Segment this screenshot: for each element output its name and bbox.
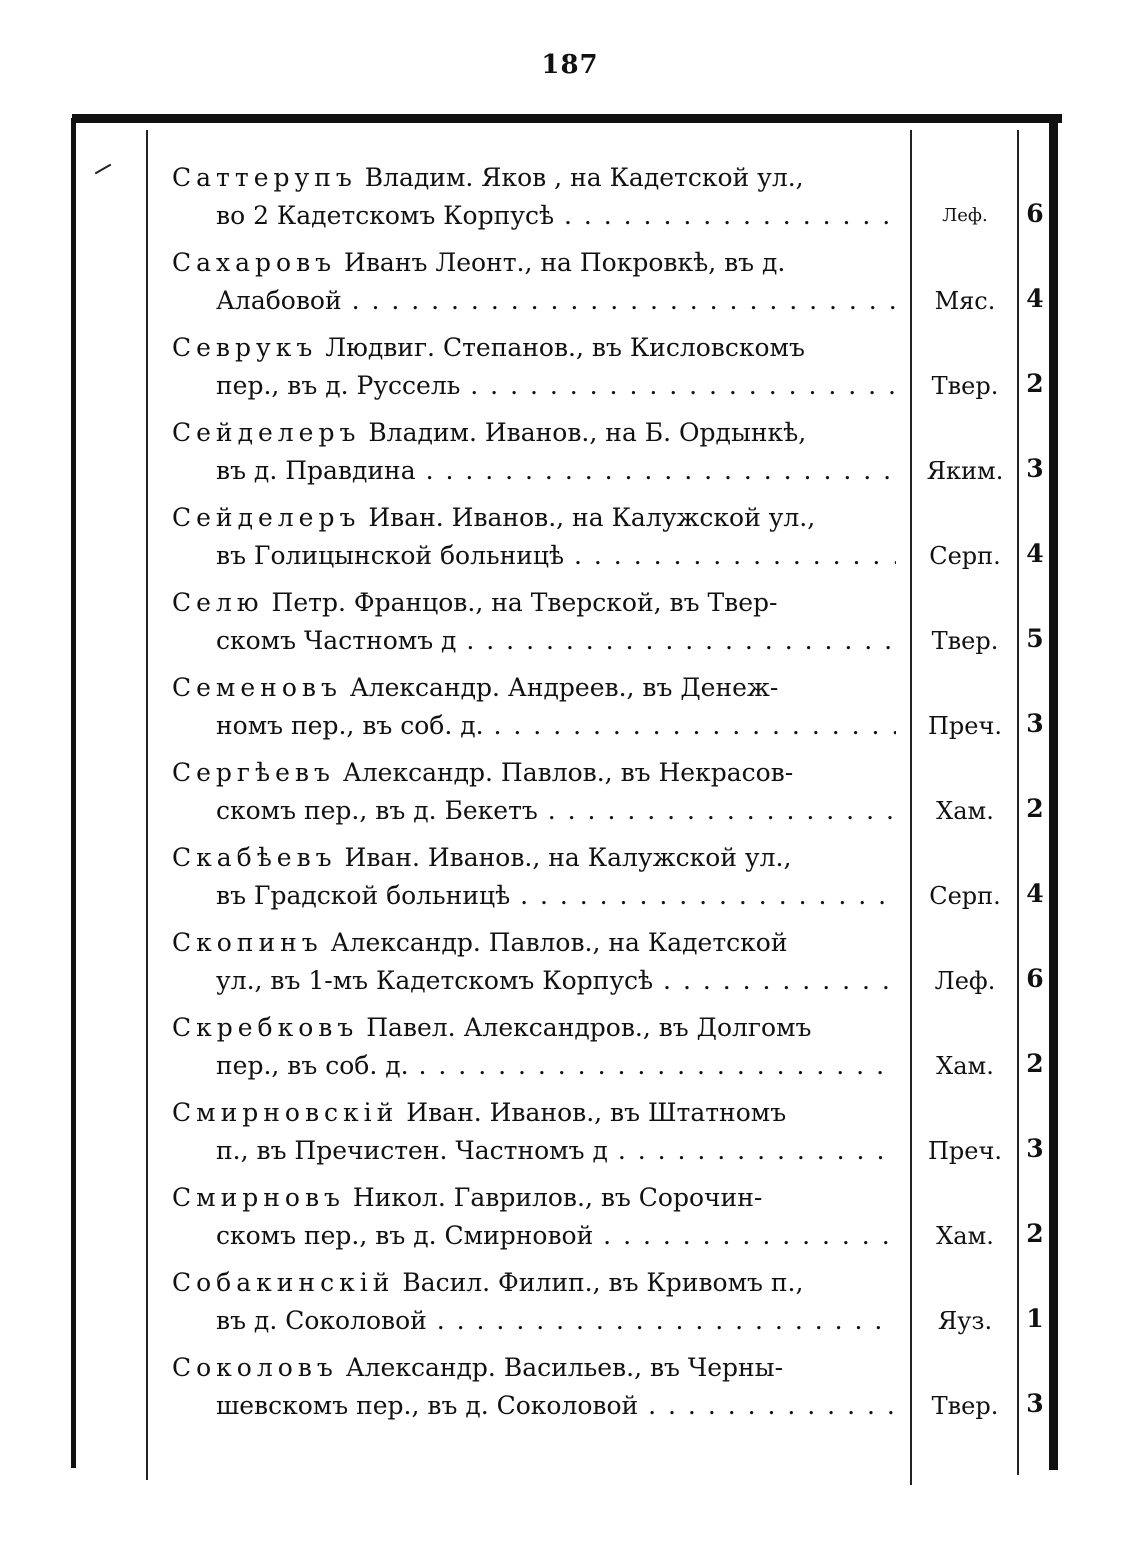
entry-district: Твер. [931,627,999,655]
directory-entry [0,1350,1140,1435]
page-number: 187 [541,50,599,80]
entry-number: 3 [1026,454,1044,483]
entry-district: Леф. [942,205,988,226]
entry-number: 6 [1026,199,1044,228]
entry-number: 4 [1026,879,1044,908]
entry-surname: Смирновскій [172,1098,399,1127]
entry-surname: Саттерупъ [172,163,357,192]
entry-details: Александр. Павлов., на Кадетской [330,928,788,957]
entry-surname: Селю [172,588,264,617]
directory-entry [0,840,1140,925]
entry-address: въ д. Соколовой . . . [216,1303,896,1339]
entry-details: Александр. Андреев., въ Денеж- [349,673,779,702]
entry-address: во 2 Кадетскомъ Корпусѣ . . . [216,198,896,234]
entry-surname: Семеновъ [172,673,342,702]
directory-entry [0,1265,1140,1350]
entry-district: Яким. [926,457,1004,485]
directory-entry [0,1095,1140,1180]
entry-surname: Сейделеръ [172,418,361,447]
entry-district: Хам. [936,797,994,825]
entry-line1 [172,1350,894,1386]
entry-line1 [172,585,894,621]
entry-line1 [172,330,894,366]
entry-surname: Скабѣевъ [172,843,337,872]
entry-line1 [172,1265,894,1301]
entry-number: 5 [1026,624,1044,653]
directory-entry [0,245,1140,330]
directory-entry [0,415,1140,500]
entry-surname: Скопинъ [172,928,323,957]
entry-number: 1 [1026,1304,1044,1333]
entry-line1 [172,500,894,536]
directory-entry [0,1010,1140,1095]
directory-entry [0,585,1140,670]
directory-entry [0,160,1140,245]
entry-district: Серп. [929,542,1001,570]
entry-district: Преч. [928,712,1002,740]
entry-surname: Скребковъ [172,1013,359,1042]
entry-district: Преч. [928,1137,1002,1165]
entry-details: Иван. Иванов., на Калужской ул., [368,503,816,532]
entry-line1 [172,670,894,706]
entry-details: Александр. Павлов., въ Некрасов- [342,758,794,787]
directory-entry [0,1180,1140,1265]
entry-surname: Соколовъ [172,1353,338,1382]
entry-line1 [172,925,894,961]
entry-district: Твер. [931,1392,999,1420]
entry-number: 4 [1026,284,1044,313]
entry-number: 2 [1026,369,1044,398]
entry-surname: Смирновъ [172,1183,345,1212]
directory-entry [0,755,1140,840]
entry-details: Владим. Иванов., на Б. Ордынкѣ, [368,418,807,447]
entry-details: Владим. Яков , на Кадетской ул., [364,163,804,192]
entry-line1 [172,1010,894,1046]
entry-district: Твер. [931,372,999,400]
directory-entry [0,925,1140,1010]
entry-number: 4 [1026,539,1044,568]
entry-details: Васил. Филип., въ Кривомъ п., [402,1268,804,1297]
entry-line1 [172,1095,894,1131]
entry-line1 [172,245,894,281]
entry-surname: Сергѣевъ [172,758,335,787]
entry-number: 3 [1026,1134,1044,1163]
entry-district: Мяс. [934,287,996,315]
entry-district: Леф. [934,967,996,995]
entry-address: въ д. Правдина . . . [216,453,896,489]
entry-number: 6 [1026,964,1044,993]
entry-address: пер., въ соб. д. . . . [216,1048,896,1084]
entry-line1 [172,1180,894,1216]
entry-number: 3 [1026,1389,1044,1418]
entry-details: Петр. Францов., на Тверской, въ Твер- [271,588,778,617]
entry-address: въ Градской больницѣ . . . [216,878,896,914]
entry-address: Алабовой . . . [216,283,896,319]
entry-number: 2 [1026,794,1044,823]
entry-address: шевскомъ пер., въ д. Соколовой . . . [216,1388,896,1424]
entry-line1 [172,755,894,791]
entry-details: Иван. Иванов., въ Штатномъ [406,1098,787,1127]
entry-surname: Севрукъ [172,333,318,362]
entry-address: въ Голицынской больницѣ . . . [216,538,896,574]
entry-line1 [172,415,894,451]
directory-entry [0,500,1140,585]
entry-address: пер., въ д. Руссель . . . [216,368,896,404]
entry-details: Иван. Иванов., на Калужской ул., [344,843,792,872]
entry-number: 2 [1026,1049,1044,1078]
entry-surname: Собакинскій [172,1268,395,1297]
entry-district: Хам. [936,1222,994,1250]
top-rule [72,114,1062,123]
entry-line1 [172,160,894,196]
entry-surname: Сахаровъ [172,248,337,277]
entry-address: номъ пер., въ соб. д. . . . [216,708,896,744]
entry-details: Павел. Александров., въ Долгомъ [366,1013,812,1042]
entry-address: п., въ Пречистен. Частномъ д . . . [216,1133,896,1169]
entry-number: 3 [1026,709,1044,738]
entry-line1 [172,840,894,876]
entry-address: ул., въ 1-мъ Кадетскомъ Корпусѣ . . . [216,963,896,999]
entry-details: Александр. Васильев., въ Черны- [345,1353,784,1382]
entry-surname: Сейделеръ [172,503,361,532]
entry-details: Людвиг. Степанов., въ Кисловскомъ [325,333,805,362]
entry-number: 2 [1026,1219,1044,1248]
entry-address: скомъ Частномъ д . . . [216,623,896,659]
entry-address: скомъ пер., въ д. Бекетъ . . . [216,793,896,829]
entry-district: Хам. [936,1052,994,1080]
directory-entry [0,670,1140,755]
entry-district: Яуз. [937,1307,993,1335]
directory-entries [0,160,1140,1435]
entry-details: Никол. Гаврилов., въ Сорочин- [352,1183,763,1212]
directory-entry [0,330,1140,415]
entry-details: Иванъ Леонт., на Покровкѣ, въ д. [344,248,786,277]
entry-address: скомъ пер., въ д. Смирновой . . . [216,1218,896,1254]
entry-district: Серп. [929,882,1001,910]
